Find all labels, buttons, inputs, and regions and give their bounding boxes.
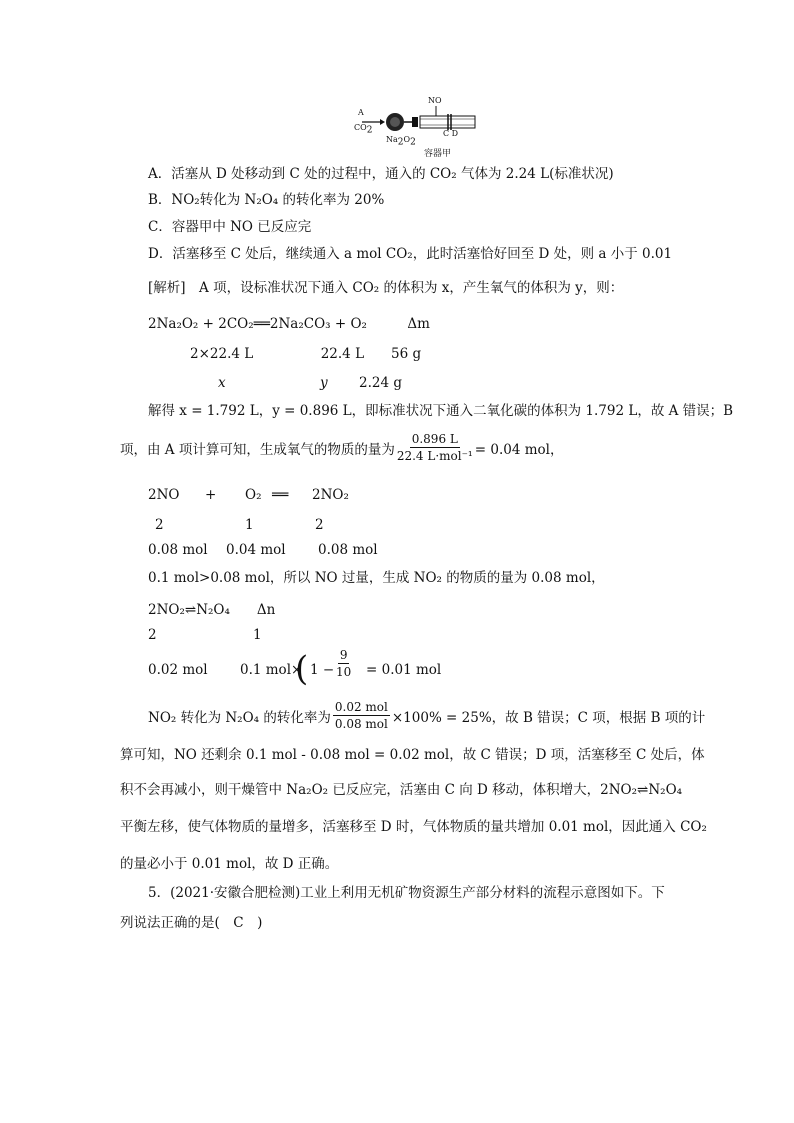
equation-3-one-minus: 1 − (310, 662, 335, 678)
equation-2-coef-2: 1 (245, 517, 254, 533)
conversion-fraction (333, 700, 390, 731)
analysis-intro: [解析] A 项，设标准状况下通入 CO₂ 的体积为 x，产生氧气的体积为 y，则： (148, 280, 624, 296)
nine-tenths-fraction (334, 648, 353, 679)
figure-caption: 容器甲 (424, 149, 452, 159)
equation-2-amount-3: 0.08 mol (318, 542, 378, 558)
equation-2-arrow: ══ (272, 487, 289, 503)
oxygen-fraction (397, 432, 473, 463)
label-no: NO (428, 96, 442, 105)
fraction-denominator: 10 (336, 665, 352, 679)
equation-3-result: = 0.01 mol (366, 662, 442, 678)
equation-1: 2Na₂O₂ + 2CO₂══2Na₂CO₃ + O₂ Δm (148, 316, 430, 332)
line-3-result: = 0.04 mol， (474, 441, 564, 458)
line-5-result: ×100% = 25%，故 B 错误；C 项，根据 B 项的计 (391, 709, 706, 726)
line-5-text: NO₂ 转化为 N₂O₄ 的转化率为 (148, 709, 331, 726)
analysis-line-2: 解得 x = 1.792 L，y = 0.896 L，即标准状况下通入二氧化碳的体积为 1.792 L，故 A 错误；B (148, 403, 734, 419)
question-5-line-1: 5．(2021·安徽合肥检测)工业上利用无机矿物资源生产部分材料的流程示意图如下。下 (148, 885, 665, 901)
fraction (336, 648, 351, 679)
equation-2-plus: + (205, 487, 217, 503)
option-c: C．容器甲中 NO 已反应完 (148, 219, 312, 235)
analysis-line-3 (120, 432, 563, 463)
equation-3-coef-1: 2 (148, 627, 157, 643)
analysis-line-7: 积不会再减小，则干燥管中 Na₂O₂ 已反应完，活塞由 C 向 D 移动，体积增大，2NO₂⇌N₂O₄ (120, 782, 683, 798)
equation-2-coef-3: 2 (315, 517, 324, 533)
equation-2-amount-2: 0.04 mol (226, 542, 286, 558)
equation-2-no: 2NO (148, 487, 180, 503)
equation-1-mass: 2.24 g (359, 375, 402, 391)
option-a: A．活塞从 D 处移动到 C 处的过程中，通入的 CO₂ 气体为 2.24 L(标准状况) (148, 166, 614, 182)
analysis-line-6: 算可知，NO 还剩余 0.1 mol - 0.08 mol = 0.02 mol，故 C 错误；D 项，活塞移至 C 处后，体 (120, 747, 705, 763)
analysis-line-8: 平衡左移，使气体物质的量增多，活塞移至 D 时，气体物质的量共增加 0.01 mol，因此通入 CO₂ (120, 819, 707, 835)
fraction-numerator: 0.02 mol (334, 700, 388, 714)
fraction-denominator: 0.08 mol (334, 717, 388, 731)
fraction-denominator: 22.4 L·mol⁻¹ (396, 449, 473, 463)
equation-2-o2: O₂ (245, 487, 262, 503)
label-a: A (358, 108, 364, 117)
analysis-line-5 (148, 700, 705, 731)
equation-3-amount-1: 0.02 mol (148, 662, 208, 678)
fraction-numerator: 0.896 L (411, 432, 458, 446)
equation-3-coef-2: 1 (253, 627, 262, 643)
equation-2-no2: 2NO₂ (312, 487, 349, 503)
equation-3: 2NO₂⇌N₂O₄ Δn (148, 602, 276, 618)
line-3-text: 项，由 A 项计算可知，生成氧气的物质的量为 (120, 441, 395, 458)
left-parenthesis: ( (295, 649, 309, 689)
label-cd: C D (443, 129, 459, 138)
apparatus-figure (340, 92, 480, 162)
equation-2-coef-1: 2 (155, 517, 164, 533)
fraction-numerator: 9 (339, 648, 348, 662)
equation-1-row-1: 2×22.4 L 22.4 L 56 g (190, 346, 422, 362)
label-na2o2: $Na_2O_2$ (386, 135, 416, 148)
analysis-line-4: 0.1 mol>0.08 mol，所以 NO 过量，生成 NO₂ 的物质的量为 0.08 mol， (148, 570, 605, 586)
equation-1-var-x: x (218, 375, 226, 391)
option-b: B．NO₂转化为 N₂O₄ 的转化率为 20% (148, 192, 385, 208)
question-5-line-2: 列说法正确的是( C ) (120, 915, 263, 931)
equation-2-amount-1: 0.08 mol (148, 542, 208, 558)
option-d: D．活塞移至 C 处后，继续通入 a mol CO₂，此时活塞恰好回至 D 处，则 a 小于 0.01 (148, 246, 673, 262)
label-co2: $CO_2$ (354, 123, 373, 136)
equation-1-var-y: y (320, 375, 328, 391)
analysis-line-9: 的量必小于 0.01 mol，故 D 正确。 (120, 856, 339, 872)
equation-3-amount-2: 0.1 mol× (240, 662, 303, 678)
